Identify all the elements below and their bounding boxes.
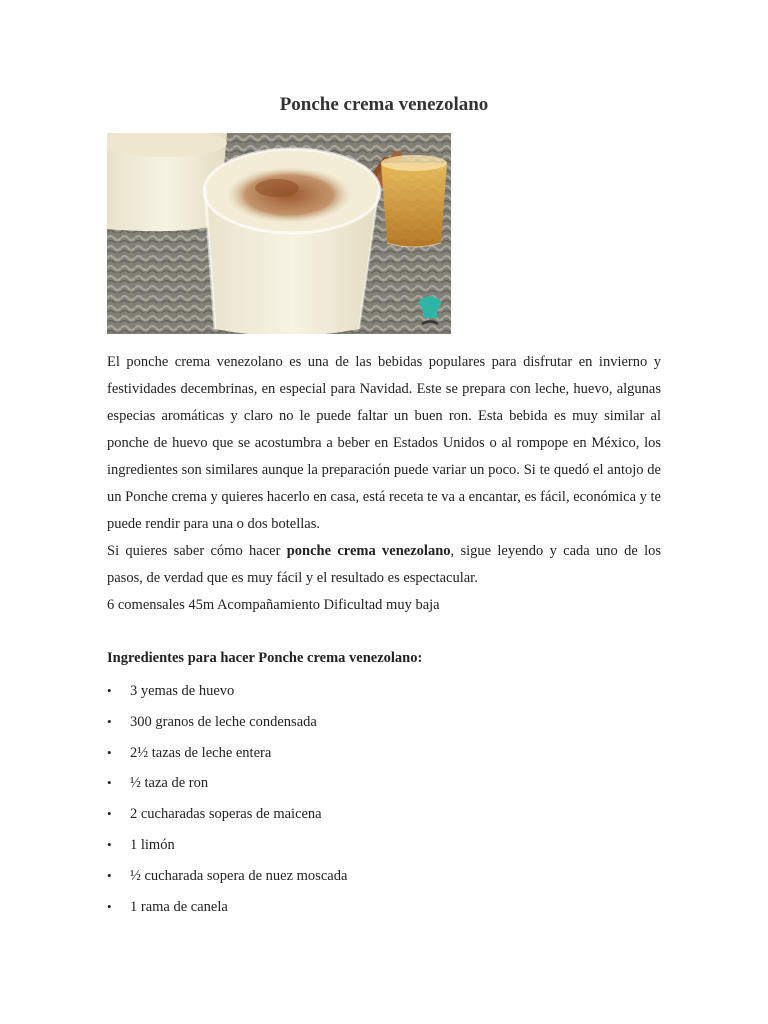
list-item: • 1 limón [107, 830, 661, 861]
list-item: • 2½ tazas de leche entera [107, 738, 661, 769]
ingredients-list [107, 676, 661, 922]
list-item: • 3 yemas de huevo [107, 676, 661, 707]
second-paragraph [107, 538, 661, 592]
page-title: Ponche crema venezolano [279, 94, 489, 115]
ingredients-heading: Ingredientes para hacer Ponche crema venezolano: [107, 650, 423, 666]
list-item: • 1 rama de canela [107, 892, 661, 923]
second-paragraph-start: Si quieres saber cómo hacer [107, 543, 287, 559]
list-item: • 300 granos de leche condensada [107, 707, 661, 738]
intro-text [107, 349, 661, 619]
recipe-meta-line: 6 comensales 45m Acompañamiento Dificultad muy baja [107, 597, 440, 613]
list-item: • 2 cucharadas soperas de maicena [107, 799, 661, 830]
list-item: • ½ taza de ron [107, 768, 661, 799]
recipe-photo [107, 133, 451, 334]
intro-paragraph: El ponche crema venezolano es una de las bebidas populares para disfrutar en invierno y festividades decembrinas, en especial para Navidad. Este se prepara con leche, huevo, algunas especias aromáticas y claro no le puede faltar un buen ron. Esta bebida es muy similar al ponche de huevo que se acostumbra a beber en Estados Unidos o al rompope en México, los ingredientes son similares aunque la preparación puede variar un poco. Si te quedó el antojo de un Ponche crema y quieres hacerlo en casa, está receta te va a encantar, es fácil, económica y te puede rendir para una o dos botellas. [107, 354, 661, 532]
second-paragraph-bold: ponche crema venezolano [286, 543, 451, 559]
second-paragraph-end: , sigue leyendo y cada uno de los pasos, de verdad que es muy fácil y el resultado es espectacular. [107, 543, 661, 586]
list-item: • ½ cucharada sopera de nuez moscada [107, 861, 661, 892]
